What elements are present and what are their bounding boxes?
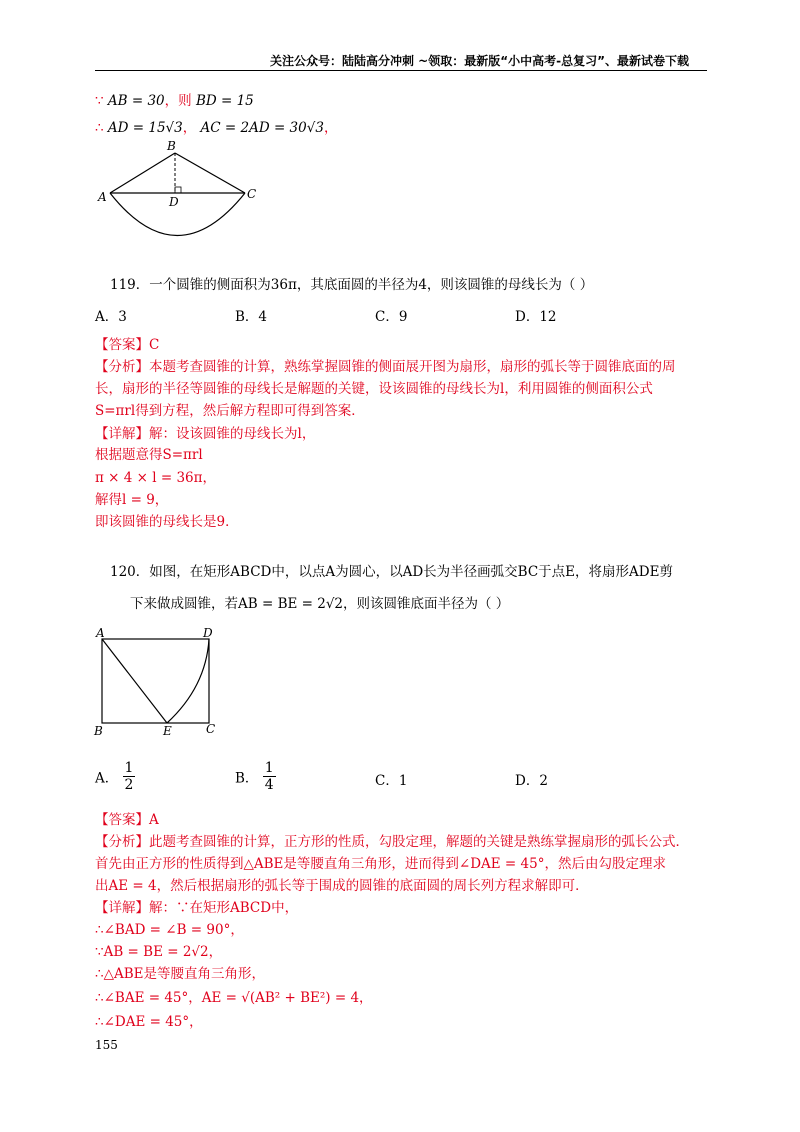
q120-detail-line: ∵AB = BE = 2√2， xyxy=(95,944,223,960)
comma: ， xyxy=(182,120,197,136)
q120-analysis-line: 首先由正方形的性质得到△ABE是等腰直角三角形，进而得到∠DAE = 45°，然后由勾股定理求 xyxy=(95,856,666,872)
q119-detail-line: 即该圆锥的母线长是9． xyxy=(95,514,239,530)
fraction-one-half: $\frac{1}{2}$ xyxy=(124,760,134,793)
q119-detail-line: 根据题意得S=πrl xyxy=(95,447,203,463)
q120-detail-line: ∴△ABE是等腰直角三角形， xyxy=(95,966,265,982)
text-then: ，则 xyxy=(164,93,192,109)
q120-detail-line: 【详解】解：∵在矩形ABCD中， xyxy=(95,900,299,916)
q120-detail-line: ∴∠BAD = ∠B = 90°， xyxy=(95,922,244,938)
q119-option-d: D．12 xyxy=(515,309,557,325)
therefore-symbol: ∴ xyxy=(95,120,104,136)
q120-option-a: A． $\frac{1}{2}$ xyxy=(95,760,134,793)
q120-option-c: C．1 xyxy=(375,773,408,789)
math-ab-30: AB = 30 xyxy=(107,93,165,109)
math-ac: AC = 2AD = 30√3 xyxy=(200,120,324,136)
fraction-one-quarter: $\frac{1}{4}$ xyxy=(264,760,274,793)
q119-analysis-line: 【分析】本题考查圆锥的计算，熟练掌握圆锥的侧面展开图为扇形，扇形的弧长等于圆锥底面的周 xyxy=(95,359,676,375)
q120-analysis-line: 【分析】此题考查圆锥的计算，正方形的性质，勾股定理，解题的关键是熟练掌握扇形的弧长公式． xyxy=(95,834,689,850)
comma: ， xyxy=(323,120,338,136)
figure-triangle-arc xyxy=(95,138,265,240)
header-rule xyxy=(95,70,707,71)
q119-option-c: C．9 xyxy=(375,309,408,325)
fig2-label-e: E xyxy=(163,724,172,738)
q120-detail-line: ∴∠DAE = 45°， xyxy=(95,1014,203,1030)
q119-stem: 119．一个圆锥的侧面积为36π，其底面圆的半径为4，则该圆锥的母线长为（ ） xyxy=(110,277,594,293)
fig1-label-d: D xyxy=(169,195,179,209)
fig2-label-b: B xyxy=(94,724,103,738)
figure-rectangle-arc xyxy=(90,625,225,743)
math-bd-15: BD = 15 xyxy=(195,93,254,109)
prev-solution-line-1 xyxy=(95,89,254,109)
fig1-label-c: C xyxy=(247,187,257,201)
q120-option-b: B． $\frac{1}{4}$ xyxy=(235,760,274,793)
fig2-label-a: A xyxy=(96,626,105,640)
q119-detail-line: π × 4 × l = 36π， xyxy=(95,470,217,486)
math-ad: AD = 15√3 xyxy=(107,120,183,136)
q120-analysis-line: 出AE = 4，然后根据扇形的弧长等于围成的圆锥的底面圆的周长列方程求解即可． xyxy=(95,878,589,894)
page-header: 关注公众号：陆陆高分冲刺 ~领取：最新版“小中高考-总复习”、最新试卷下载 xyxy=(270,54,689,68)
prev-solution-line-2 xyxy=(95,116,337,136)
q120-answer: 【答案】A xyxy=(95,812,159,828)
q119-analysis-line: S=πrl得到方程，然后解方程即可得到答案． xyxy=(95,403,365,419)
because-symbol: ∵ xyxy=(95,93,104,109)
q119-option-b: B．4 xyxy=(235,309,268,325)
fig1-label-a: A xyxy=(98,190,107,204)
page-number: 155 xyxy=(95,1038,118,1052)
q120-option-d: D．2 xyxy=(515,773,548,789)
q120-detail-line: ∴∠BAE = 45°，AE = √(AB² + BE²) = 4， xyxy=(95,990,373,1006)
q119-option-a: A．3 xyxy=(95,309,127,325)
fig1-label-b: B xyxy=(167,139,176,153)
q119-detail-line: 解得l = 9， xyxy=(95,492,169,508)
q120-stem-line-2: 下来做成圆锥，若AB = BE = 2√2，则该圆锥底面半径为（ ） xyxy=(130,596,510,612)
q120-stem-line-1: 120．如图，在矩形ABCD中，以点A为圆心，以AD长为半径画弧交BC于点E，将扇形ADE剪 xyxy=(110,564,673,580)
fig2-label-d: D xyxy=(203,626,213,640)
fig2-label-c: C xyxy=(206,722,216,736)
q119-answer: 【答案】C xyxy=(95,337,160,353)
q119-analysis-line: 长，扇形的半径等圆锥的母线长是解题的关键，设该圆锥的母线长为l，利用圆锥的侧面积公式 xyxy=(95,381,653,397)
q119-detail-line: 【详解】解：设该圆锥的母线长为l， xyxy=(95,426,316,442)
